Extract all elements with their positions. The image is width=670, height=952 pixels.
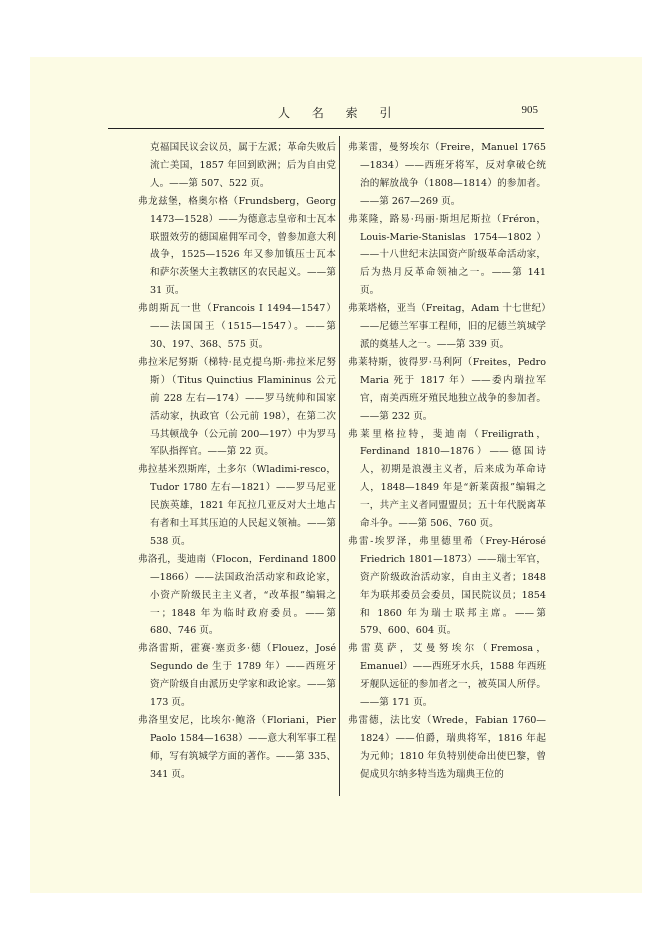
page-number: 905 bbox=[521, 104, 538, 116]
running-title: 人 名 索 引 bbox=[278, 106, 401, 120]
index-entry: 弗龙兹堡，格奥尔格（Frundsberg，Georg 1473—1528）——为德意志皇帝和士瓦本联盟效劳的德国雇佣军司令，曾参加意大利战争，1525—1526 年又参加镇压士瓦本和萨尔茨堡大主教辖区的农民起义。——第 31 页。 bbox=[138, 195, 336, 297]
index-entry: 弗莱特斯，彼得罗·马利阿（Freites，Pedro Maria 死于 1817 年）——委内瑞拉军官，南美西班牙殖民地独立战争的参加者。——第 232 页。 bbox=[348, 356, 546, 422]
index-entry: 弗莱里格拉特，斐迪南（Freiligrath，Ferdinand 1810—1876）——德国诗人，初期是浪漫主义者，后来成为革命诗人，1848—1849 年是“新莱茵报”编辑之一，共产主义者同盟盟员；五十年代脱离革命斗争。——第 506、760 页。 bbox=[348, 428, 546, 530]
index-entry: 弗拉基米烈斯库，土多尔（Wladimi-resco，Tudor 1780 左右—1821）——罗马尼亚民族英雄，1821 年瓦拉几亚反对大土地占有者和土耳其压迫的人民起义领袖。——第 538 页。 bbox=[138, 464, 336, 547]
index-entry: 弗洛孔，斐迪南（Flocon，Ferdinand 1800—1866）——法国政治活动家和政论家，小资产阶级民主主义者，“改革报”编辑之一；1848 年为临时政府委员。——第 680、746 页。 bbox=[138, 553, 336, 637]
index-entry: 克福国民议会议员，属于左派；革命失败后流亡美国，1857 年回到欧洲；后为自由党人。——第 507、522 页。 bbox=[150, 142, 336, 189]
index-entry: 弗洛里安尼，比埃尔·鲍洛（Floriani，Pier Paolo 1584—1638）——意大利军事工程师，写有筑城学方面的著作。——第 335、341 页。 bbox=[138, 715, 336, 780]
column-divider bbox=[339, 136, 340, 796]
index-entry: 弗雷莫萨，艾曼努埃尔（Fremosa，Emanuel）——西班牙水兵，1588 年西班牙舰队远征的参加者之一，被英国人所俘。——第 171 页。 bbox=[348, 643, 546, 709]
left-column bbox=[138, 139, 336, 784]
right-column bbox=[348, 139, 546, 784]
index-entry: 弗莱隆，路易·玛丽·斯坦尼斯拉（Fréron，Louis-Marie-Stanislas 1754—1802）——十八世纪末法国资产阶级革命活动家，后为热月反革命领袖之一。——第 141 页。 bbox=[348, 213, 546, 297]
index-entry: 弗莱塔格，亚当（Freitag，Adam 十七世纪）——尼德兰军事工程师，旧的尼德兰筑城学派的奠基人之一。——第 339 页。 bbox=[348, 303, 546, 350]
index-entry: 弗雷-埃罗泽，弗里德里希（Frey-Hérosé Friedrich 1801—1873）——瑞士军官，资产阶级政治活动家，自由主义者；1848 年为联邦委员会委员，国民院议员；1854 和 1860 年为瑞士联邦主席。——第 579、600、604 页。 bbox=[348, 535, 546, 637]
index-entry: 弗拉米尼努斯（梯特·昆克提乌斯·弗拉米尼努斯）（Titus Quinctius Flamininus 公元前 228 左右—174）——罗马统帅和国家活动家，执政官（公元前 198），在第二次马其顿战争（公元前 200—197）中为罗马军队指挥官。——第 22 页。 bbox=[138, 356, 336, 458]
index-entry: 弗雷德，法比安（Wrede，Fabian 1760—1824）——伯爵，瑞典将军，1816 年起为元帅；1810 年负特别使命出使巴黎，曾促成贝尔纳多特当选为瑞典王位的 bbox=[348, 715, 546, 780]
index-entry: 弗朗斯瓦一世（Francois I 1494—1547）——法国国王（1515—1547）。——第 30、197、368、575 页。 bbox=[138, 303, 336, 350]
index-entry: 弗莱雷，曼努埃尔（Freire，Manuel 1765—1834）——西班牙将军，反对拿破仑统治的解放战争（1808—1814）的参加者。——第 267—269 页。 bbox=[348, 142, 546, 207]
page-header bbox=[108, 104, 544, 129]
index-entry: 弗洛雷斯，霍赛·塞贡多·德（Flouez，José Segundo de 生于 1789 年）——西班牙资产阶级自由派历史学家和政论家。——第 173 页。 bbox=[138, 643, 336, 709]
page-background bbox=[30, 57, 642, 893]
